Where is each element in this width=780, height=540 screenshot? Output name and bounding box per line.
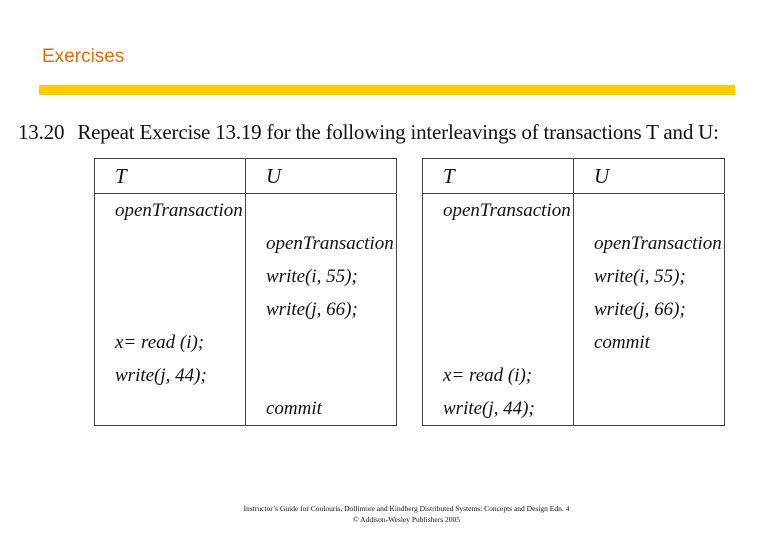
operation: openTransaction — [266, 233, 394, 254]
operation: write(j, 44); — [443, 398, 535, 419]
operation — [115, 260, 245, 293]
transaction-u-cell — [246, 194, 397, 426]
footer-copyright: © Addison-Wesley Publishers 2005 — [353, 515, 460, 524]
column-header-u: U — [246, 159, 397, 194]
operation — [594, 392, 724, 425]
operation: x= read (i); — [115, 332, 205, 353]
operation: openTransaction — [115, 200, 243, 221]
operation — [443, 293, 573, 326]
operation — [266, 359, 396, 392]
operation: write(i, 55); — [266, 266, 358, 287]
operation: openTransaction — [594, 233, 722, 254]
question-body: Repeat Exercise 13.19 for the following interleavings of transactions T and U: — [77, 120, 719, 144]
slide-title: Exercises — [42, 46, 125, 67]
operation: write(j, 66); — [266, 299, 358, 320]
operation: write(j, 66); — [594, 299, 686, 320]
operation — [115, 392, 245, 425]
operation — [443, 326, 573, 359]
operation — [443, 260, 573, 293]
interleaving-table-2 — [422, 158, 725, 426]
operation: commit — [266, 398, 322, 419]
footer — [0, 503, 780, 525]
transaction-t-cell — [423, 194, 574, 426]
column-header-u: U — [574, 159, 725, 194]
question-text — [18, 120, 758, 145]
operation — [115, 227, 245, 260]
title-rule — [39, 85, 735, 95]
question-number: 13.20 — [18, 120, 65, 144]
operation: write(j, 44); — [115, 365, 207, 386]
operation: commit — [594, 332, 650, 353]
operation: x= read (i); — [443, 365, 533, 386]
operation: write(i, 55); — [594, 266, 686, 287]
column-header-t: T — [95, 159, 246, 194]
transaction-t-cell — [95, 194, 246, 426]
operation — [443, 227, 573, 260]
transaction-u-cell — [574, 194, 725, 426]
interleaving-table-1 — [94, 158, 397, 426]
operation: openTransaction — [443, 200, 571, 221]
operation — [266, 326, 396, 359]
operation — [594, 359, 724, 392]
operation — [594, 194, 724, 227]
operation — [115, 293, 245, 326]
column-header-t: T — [423, 159, 574, 194]
operation — [266, 194, 396, 227]
footer-credit: Instructor’s Guide for Coulouris, Dollimore and Kindberg Distributed Systems: Concepts and Design Edn. 4 — [243, 504, 570, 513]
